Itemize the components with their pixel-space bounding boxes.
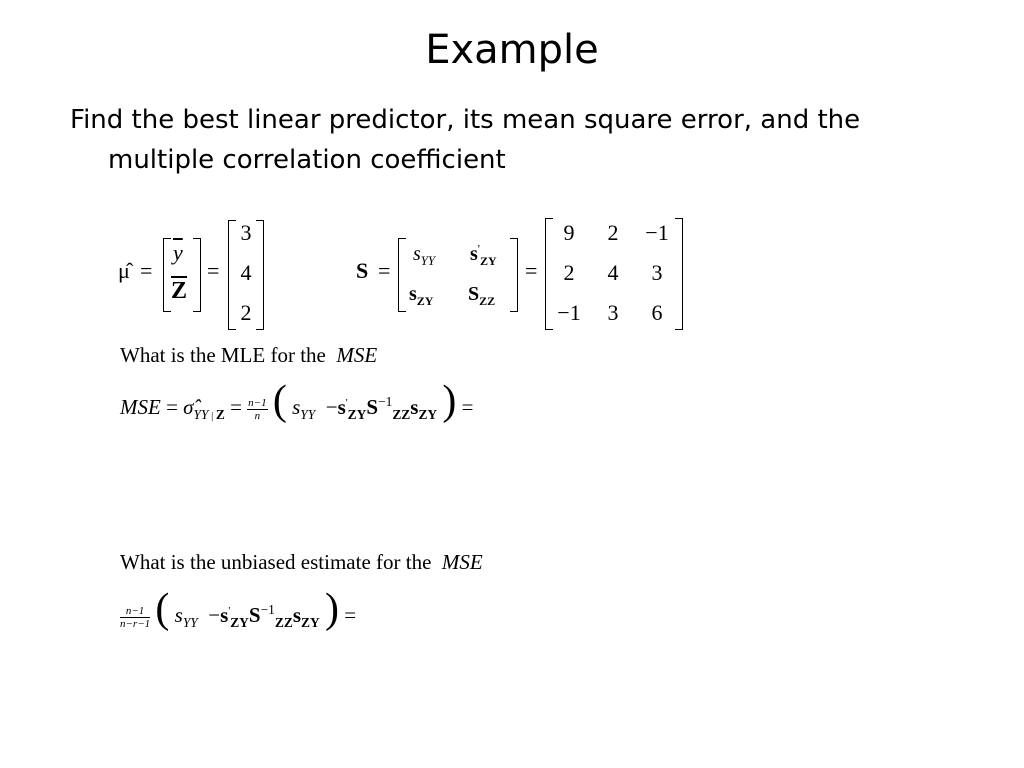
unbiased-fraction: $\frac{n-1}{n-r-1}$ (120, 604, 151, 630)
unbiased-question: What is the unbiased estimate for the MSE (120, 550, 483, 574)
s-matrix-cell: 3 (651, 260, 663, 285)
problem-statement (70, 100, 970, 180)
mle-question: What is the MLE for the MSE (120, 343, 378, 367)
s-equals-2: = (525, 258, 538, 283)
s-block-right-bracket (510, 238, 518, 312)
s-matrix-cell: 9 (563, 220, 575, 245)
s-zy-entry: $s_{ZY}$ (409, 283, 434, 308)
mu-hat-symbol: μ̂ (118, 258, 130, 283)
unbiased-formula: $\frac{n-1}{n-r-1}$ ( $s_{YY} -s'_{ZY}S^{-1}_{ZZ}s_{ZY}$ ) = (120, 586, 357, 632)
mu-vector-left-bracket (163, 238, 171, 312)
mu-equals-2: = (207, 258, 220, 283)
s-zy-transpose-entry: $s'_{ZY}$ (470, 241, 497, 268)
s-matrix-cell: 6 (651, 300, 663, 325)
mu-values-right-bracket (256, 220, 264, 330)
mu-equals: = (140, 258, 153, 283)
mu-value: 3 (240, 220, 252, 245)
s-equals: = (378, 258, 391, 283)
problem-line-1: Find the best linear predictor, its mean square error, and the (70, 105, 861, 135)
s-matrix-cell: −1 (645, 220, 669, 245)
s-matrix-cell: 4 (607, 260, 619, 285)
s-matrix-cell: 3 (607, 300, 619, 325)
mle-formula: MSE = $\sigmâ_{YY}$ $_|$ $_Z$ = $\frac{n-1}{n}$ ( $s_{YY} -s'_{ZY}S^{-1}_{ZZ}s_{ZY}$ ) = (120, 378, 474, 424)
mle-fraction: $\frac{n-1}{n}$ (248, 396, 267, 422)
s-matrix-cell: 2 (563, 260, 575, 285)
slide-title: Example (425, 27, 599, 73)
problem-line-2: multiple correlation coefficient (108, 145, 506, 175)
mu-vector-right-bracket (193, 238, 201, 312)
s-symbol: S (356, 258, 369, 283)
mu-vector-bottom: $\overline{Z}$ (171, 278, 188, 304)
s-block-left-bracket (398, 238, 406, 312)
s-yy-entry: $s_{YY}$ (413, 243, 436, 268)
s-zz-entry: $S_{ZZ}$ (468, 283, 496, 308)
mu-value: 2 (240, 300, 252, 325)
mu-value: 4 (240, 260, 252, 285)
s-matrix-cell: 2 (607, 220, 619, 245)
s-matrix-cell: −1 (557, 300, 581, 325)
mu-vector-top: $\overline{y}$ (173, 240, 183, 265)
s-matrix-right-bracket (675, 218, 683, 330)
